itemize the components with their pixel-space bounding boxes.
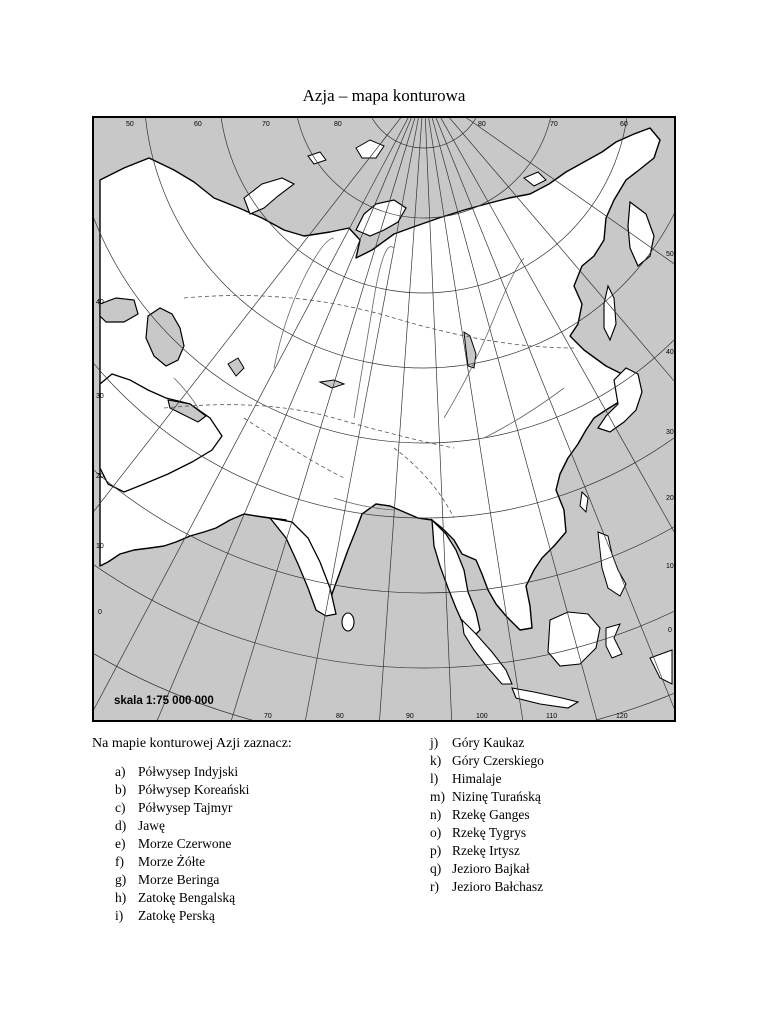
list-item xyxy=(430,842,544,860)
item-text: Jezioro Bajkał xyxy=(452,861,530,876)
tick-top: 80 xyxy=(334,121,342,128)
task-list-right xyxy=(430,734,544,896)
new-guinea-island xyxy=(650,650,672,684)
item-text: Jawę xyxy=(138,818,165,833)
list-item xyxy=(430,806,544,824)
item-text: Rzekę Irtysz xyxy=(452,843,520,858)
tick-top: 60 xyxy=(620,121,628,128)
list-item xyxy=(430,860,544,878)
item-text: Morze Beringa xyxy=(138,872,220,887)
item-letter: h) xyxy=(115,890,127,905)
item-letter: r) xyxy=(430,879,439,894)
item-text: Zatokę Perską xyxy=(138,908,215,923)
severnaya-zemlya xyxy=(356,140,384,158)
tick-top: 80 xyxy=(478,121,486,128)
item-letter: g) xyxy=(115,872,127,887)
item-text: Himalaje xyxy=(452,771,502,786)
item-letter: a) xyxy=(115,764,126,779)
item-text: Rzekę Ganges xyxy=(452,807,530,822)
item-letter: i) xyxy=(115,908,124,923)
item-letter: k) xyxy=(430,753,442,768)
contour-map xyxy=(92,116,676,722)
tick-bottom: 80 xyxy=(336,713,344,720)
list-item xyxy=(115,889,249,907)
novaya-zemlya xyxy=(244,178,294,214)
tick-left: 0 xyxy=(98,609,102,616)
item-text: Nizinę Turańską xyxy=(452,789,541,804)
list-item xyxy=(430,824,544,842)
item-text: Półwysep Tajmyr xyxy=(138,800,233,815)
taiwan-island xyxy=(580,492,588,512)
item-letter: o) xyxy=(430,825,442,840)
item-text: Jezioro Bałchasz xyxy=(452,879,544,894)
sumatra-island xyxy=(462,620,512,684)
bottom-ticks xyxy=(264,713,628,720)
list-item xyxy=(115,799,249,817)
new-siberian-islands xyxy=(524,172,546,186)
list-item xyxy=(430,770,544,788)
list-item xyxy=(115,853,249,871)
tick-top: 60 xyxy=(194,121,202,128)
tick-left: 20 xyxy=(96,473,104,480)
item-letter: n) xyxy=(430,807,442,822)
tick-bottom: 110 xyxy=(546,713,558,720)
item-text: Półwysep Indyjski xyxy=(138,764,239,779)
item-letter: p) xyxy=(430,843,442,858)
map-canvas xyxy=(94,118,674,720)
list-item xyxy=(115,907,249,925)
item-letter: m) xyxy=(430,789,445,804)
list-item xyxy=(115,871,249,889)
item-letter: e) xyxy=(115,836,126,851)
item-letter: l) xyxy=(430,771,439,786)
tick-top: 70 xyxy=(550,121,558,128)
tick-top: 50 xyxy=(126,121,134,128)
tick-right: 10 xyxy=(666,563,674,570)
tick-top: 70 xyxy=(262,121,270,128)
item-letter: b) xyxy=(115,782,127,797)
item-letter: c) xyxy=(115,800,126,815)
item-text: Morze Żółte xyxy=(138,854,206,869)
map-scale: skala 1:75 000 000 xyxy=(114,695,214,707)
tick-right: 20 xyxy=(666,495,674,502)
item-text: Półwysep Koreański xyxy=(138,782,250,797)
tick-right: 40 xyxy=(666,349,674,356)
item-letter: j) xyxy=(430,735,439,750)
list-item xyxy=(430,734,544,752)
list-item xyxy=(430,788,544,806)
list-item xyxy=(115,781,249,799)
tick-bottom: 90 xyxy=(406,713,414,720)
tick-bottom: 100 xyxy=(476,713,488,720)
list-item xyxy=(430,878,544,896)
tick-right: 30 xyxy=(666,429,674,436)
page-title: Azja – mapa konturowa xyxy=(302,86,466,105)
sulawesi-island xyxy=(606,624,622,658)
borneo-island xyxy=(548,612,600,666)
tick-left: 30 xyxy=(96,393,104,400)
item-letter: d) xyxy=(115,818,127,833)
tick-left: 10 xyxy=(96,543,104,550)
item-text: Rzekę Tygrys xyxy=(452,825,527,840)
sakhalin-island xyxy=(604,286,616,340)
item-text: Morze Czerwone xyxy=(138,836,232,851)
list-item xyxy=(115,763,249,781)
sri-lanka xyxy=(342,613,354,631)
top-ticks xyxy=(126,121,628,128)
tick-bottom: 70 xyxy=(264,713,272,720)
tick-left: 40 xyxy=(96,299,104,306)
item-letter: f) xyxy=(115,854,124,869)
item-text: Zatokę Bengalską xyxy=(138,890,236,905)
task-list-left xyxy=(115,763,249,925)
tick-right: 0 xyxy=(668,627,672,634)
task-intro: Na mapie konturowej Azji zaznacz: xyxy=(92,736,292,751)
philippines-islands xyxy=(598,532,626,596)
item-text: Góry Kaukaz xyxy=(452,735,525,750)
java-island xyxy=(512,688,578,708)
item-letter: q) xyxy=(430,861,442,876)
item-text: Góry Czerskiego xyxy=(452,753,544,768)
tick-bottom: 120 xyxy=(616,713,628,720)
list-item xyxy=(115,817,249,835)
list-item xyxy=(115,835,249,853)
tick-right: 50 xyxy=(666,251,674,258)
list-item xyxy=(430,752,544,770)
